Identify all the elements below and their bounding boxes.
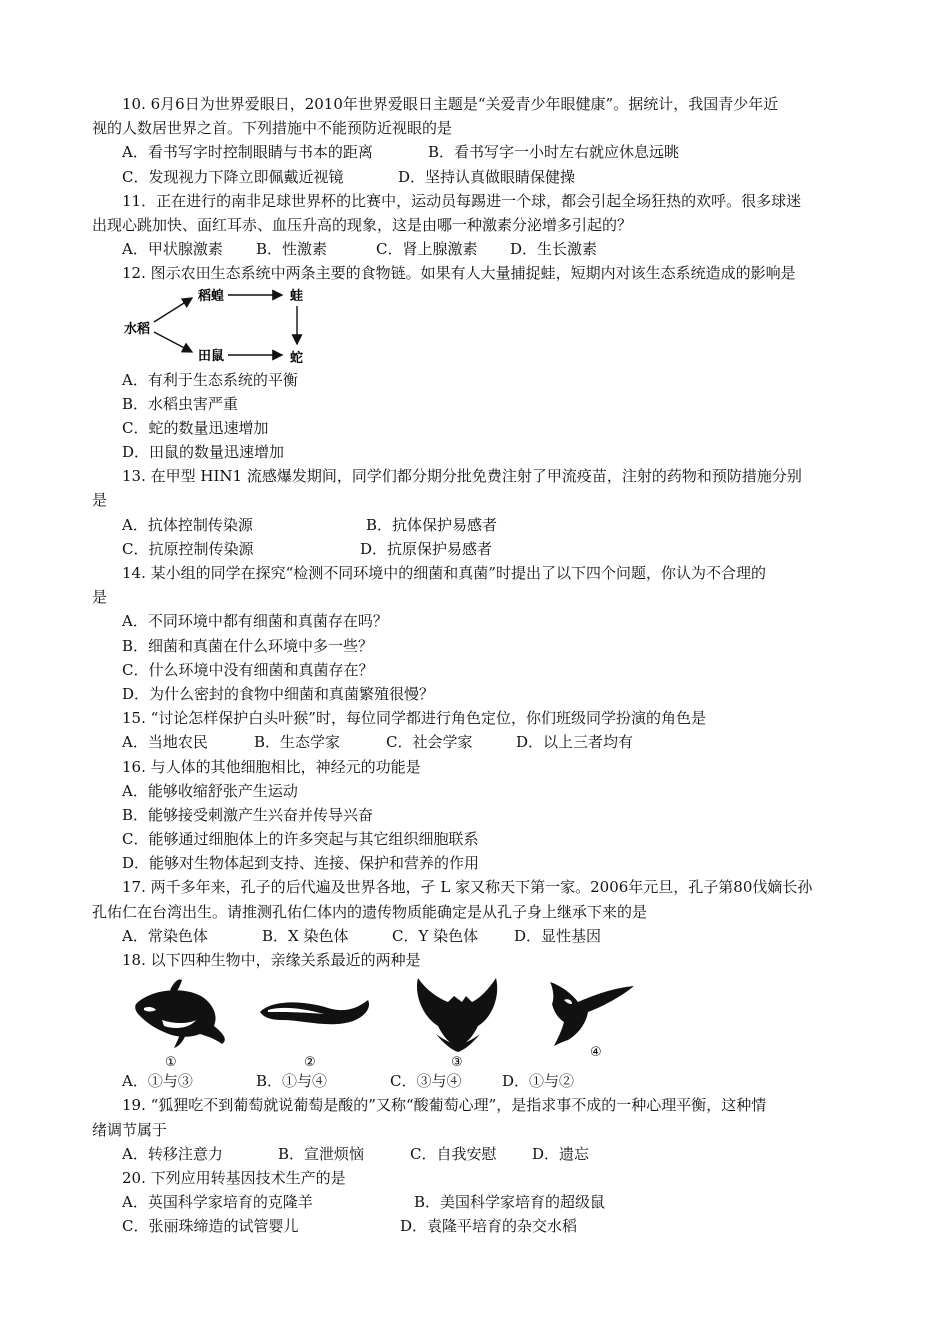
arrow-rice-mouse [154, 332, 192, 352]
q16-option-b: B．能够接受刺激产生兴奋并传导兴奋 [122, 805, 374, 824]
node-locust: 稻蝗 [198, 288, 225, 304]
q13-option-a: A．抗体控制传染源 [122, 515, 253, 534]
q16-stem: 16. 与人体的其他细胞相比，神经元的功能是 [122, 757, 421, 776]
q15-stem: 15. “讨论怎样保护白头叶猴”时，每位同学都进行角色定位，你们班级同学扮演的角色是 [122, 709, 706, 728]
q10-option-b: B．看书写字一小时左右就应休息远眺 [428, 143, 680, 162]
q11-option-b: B．性激素 [256, 240, 328, 259]
q20-options-cd [92, 1214, 862, 1238]
bat-figure [417, 978, 497, 1052]
node-mouse: 田鼠 [198, 348, 225, 364]
q19-stem-cont: 绪调节属于 [92, 1120, 168, 1139]
q10-options-ab [92, 140, 862, 164]
organism-label-1: ① [165, 1055, 177, 1070]
exam-page [92, 92, 862, 1239]
q17-options [92, 924, 862, 948]
q15-option-d: D．以上三者均有 [516, 733, 634, 752]
q14-option-a: A．不同环境中都有细菌和真菌存在吗？ [122, 612, 388, 631]
q12-stem: 12. 图示农田生态系统中两条主要的食物链。如果有人大量捕捉蛙，短期内对该生态系统造成的影响是 [122, 264, 796, 283]
node-frog: 蛙 [290, 288, 304, 304]
food-chain-svg [92, 286, 332, 368]
organisms-figure [92, 972, 862, 1069]
q20-option-d: D．袁隆平培育的杂交水稻 [400, 1217, 578, 1236]
q12-option-c: C．蛇的数量迅速增加 [122, 418, 269, 437]
q19-option-c: C．自我安慰 [410, 1144, 497, 1163]
q14-option-c: C．什么环境中没有细菌和真菌存在？ [122, 660, 374, 679]
q14-stem-cont: 是 [92, 588, 108, 607]
q20-option-b: B．美国科学家培育的超级鼠 [414, 1193, 606, 1212]
q17-stem-cont: 孔佑仁在台湾出生。请推测孔佑仁体内的遗传物质能确定是从孔子身上继承下来的是 [92, 902, 648, 921]
q12-option-a: A．有利于生态系统的平衡 [122, 370, 298, 389]
q11-option-c: C．肾上腺激素 [376, 240, 478, 259]
q13-stem-cont: 是 [92, 491, 108, 510]
q10-stem-cont: 视的人数居世界之首。下列措施中不能预防近视眼的是 [92, 119, 453, 138]
q15-option-c: C．社会学家 [386, 733, 473, 752]
q17-option-b: B．X 染色体 [262, 926, 349, 945]
q15-options [92, 730, 862, 754]
organisms-svg [92, 972, 652, 1069]
q18-option-b: B．①与④ [256, 1072, 328, 1091]
eagle-figure [550, 982, 634, 1046]
q17-option-c: C．Y 染色体 [392, 926, 479, 945]
q20-options-ab [92, 1190, 862, 1214]
q13-option-b: B．抗体保护易感者 [366, 515, 498, 534]
q17-option-a: A．常染色体 [122, 926, 208, 945]
q16-option-c: C．能够通过细胞体上的许多突起与其它组织细胞联系 [122, 830, 479, 849]
q11-option-a: A．甲状腺激素 [122, 240, 223, 259]
node-rice: 水稻 [124, 321, 151, 337]
arrow-rice-locust [154, 298, 192, 322]
q18-option-a: A．①与③ [122, 1072, 193, 1091]
q14-option-b: B．细菌和真菌在什么环境中多一些？ [122, 636, 374, 655]
q20-option-c: C．张丽珠缔造的试管婴儿 [122, 1217, 299, 1236]
q15-option-b: B．生态学家 [254, 733, 341, 752]
q10-option-a: A．看书写字时控制眼睛与书本的距离 [122, 143, 373, 162]
q11-stem: 11．正在进行的南非足球世界杯的比赛中，运动员每踢进一个球，都会引起全场狂热的欢呼。很多球迷 [122, 191, 802, 210]
q12-option-d: D．田鼠的数量迅速增加 [122, 443, 285, 462]
eel-figure [260, 1000, 369, 1024]
q20-stem: 20. 下列应用转基因技术生产的是 [122, 1168, 346, 1187]
q19-options [92, 1142, 862, 1166]
q19-option-a: A．转移注意力 [122, 1144, 223, 1163]
q16-option-a: A．能够收缩舒张产生运动 [122, 781, 298, 800]
orca-figure [135, 980, 225, 1049]
q13-options-ab [92, 513, 862, 537]
q16-option-d: D．能够对生物体起到支持、连接、保护和营养的作用 [122, 854, 480, 873]
q17-stem: 17. 两千多年来，孔子的后代遍及世界各地，孑 L 家又称天下第一家。2006年元旦，孔子第80伐嫡长孙 [122, 878, 813, 897]
q10-options-cd [92, 165, 862, 189]
q13-option-c: C．抗原控制传染源 [122, 539, 254, 558]
q20-option-a: A．英国科学家培育的克隆羊 [122, 1193, 313, 1212]
organism-label-4: ④ [590, 1045, 602, 1061]
q18-options [92, 1069, 862, 1093]
q10-option-c: C．发现视力下降立即佩戴近视镜 [122, 167, 344, 186]
q13-options-cd [92, 537, 862, 561]
q17-option-d: D．显性基因 [514, 926, 602, 945]
q18-option-d: D．①与② [502, 1072, 575, 1091]
q10-stem: 10. 6月6日为世界爱眼日，2010年世界爱眼日主题是“关爱青少年眼健康”。据统计，我国青少年近 [122, 95, 779, 113]
q11-stem-cont: 出现心跳加快、面红耳赤、血压升高的现象，这是由哪一种激素分泌增多引起的？ [92, 215, 633, 234]
q14-stem: 14. 某小组的同学在探究“检测不同环境中的细菌和真菌”时提出了以下四个问题，你认为不合理的 [122, 564, 766, 582]
organism-label-3: ③ [451, 1055, 463, 1070]
q19-stem: 19. “狐狸吃不到葡萄就说葡萄是酸的”又称“酸葡萄心理”，是指求事不成的一种心理平衡，这种情 [122, 1096, 767, 1115]
q11-options [92, 237, 862, 261]
organism-label-2: ② [304, 1055, 316, 1070]
q18-stem: 18. 以下四种生物中，亲缘关系最近的两种是 [122, 951, 421, 969]
q13-stem: 13. 在甲型 HIN1 流感爆发期间，同学们都分期分批免费注射了甲流疫苗，注射的药物和预防措施分别 [122, 467, 802, 486]
q15-option-a: A．当地农民 [122, 733, 208, 752]
q18-option-c: C．③与④ [390, 1072, 462, 1091]
q12-option-b: B．水稻虫害严重 [122, 394, 239, 413]
q19-option-d: D．遗忘 [532, 1144, 590, 1163]
node-snake: 蛇 [290, 350, 304, 366]
q13-option-d: D．抗原保护易感者 [360, 539, 493, 558]
q14-option-d: D．为什么密封的食物中细菌和真菌繁殖很慢？ [122, 684, 435, 703]
q11-option-d: D．生长激素 [510, 240, 598, 259]
q10-option-d: D．坚持认真做眼睛保健操 [398, 167, 576, 186]
food-chain-diagram [92, 286, 862, 368]
q19-option-b: B．宣泄烦恼 [278, 1144, 365, 1163]
